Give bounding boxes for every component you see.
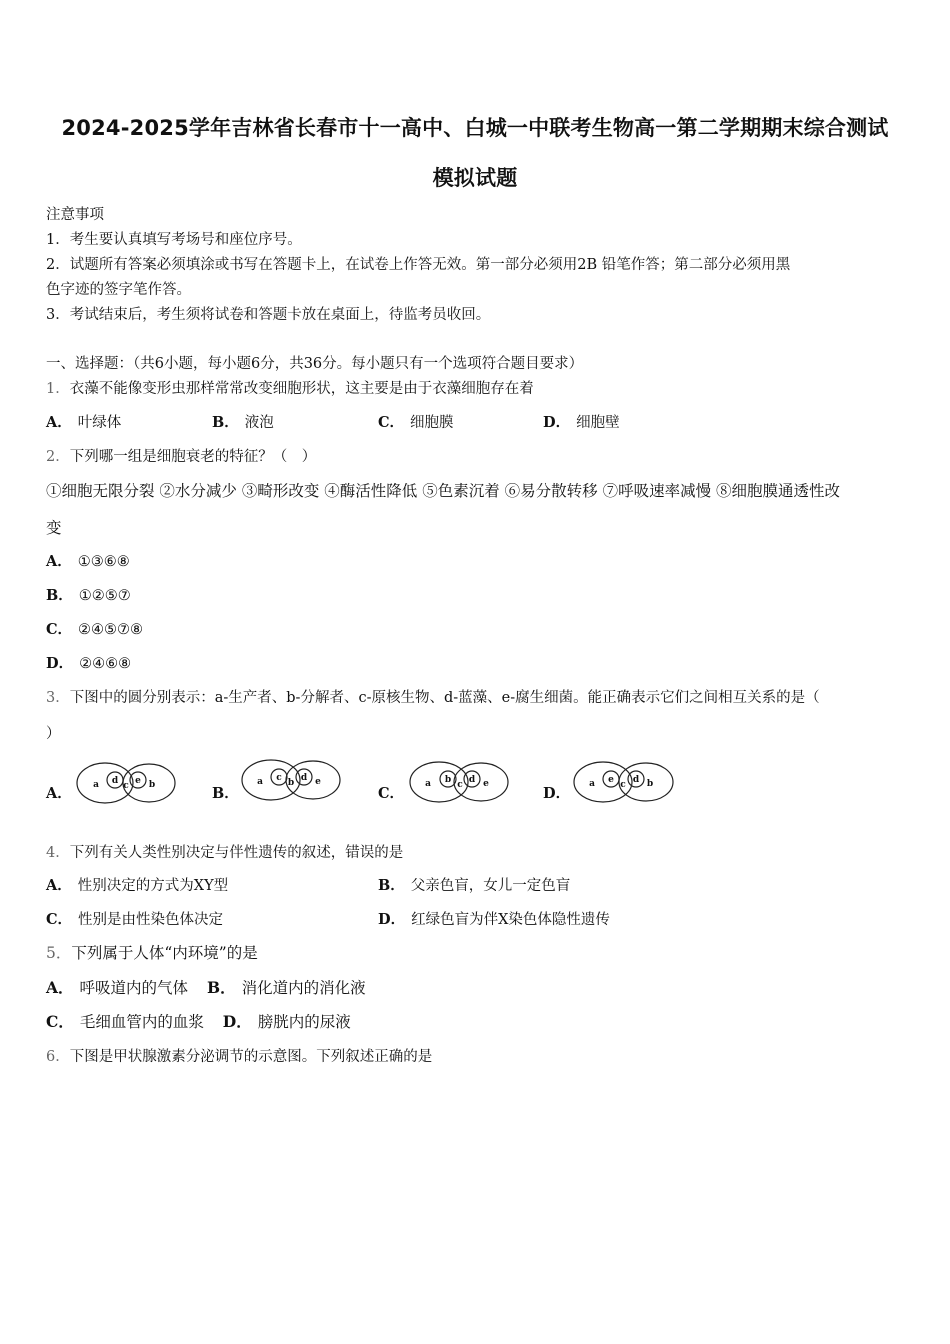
venn-label: e <box>608 775 614 785</box>
option-text: 父亲色盲，女儿一定色盲 <box>410 878 571 894</box>
question-4 <box>46 841 403 862</box>
option-label: C． <box>46 1012 74 1031</box>
option-label: D． <box>222 1012 252 1031</box>
question-number: 6． <box>46 1049 70 1065</box>
question-1 <box>46 377 534 398</box>
venn-label: a <box>93 780 99 790</box>
venn-label: c <box>123 781 129 791</box>
q5-options-row-2 <box>46 1010 351 1032</box>
venn-label: b <box>287 778 295 788</box>
option-label: C． <box>46 911 73 928</box>
question-text: 下列属于人体“内环境”的是 <box>71 944 258 962</box>
title-line-1: 2024-2025学年吉林省长春市十一高中、白城一中联考生物高一第二学期期末综合测试 <box>61 116 889 140</box>
option-label: B． <box>212 414 239 431</box>
question-number: 3． <box>46 690 70 706</box>
option-text: 性别是由性染色体决定 <box>78 912 224 928</box>
venn-label: e <box>315 777 321 787</box>
notice-item-2: 2．试题所有答案必须填涂或书写在答题卡上，在试卷上作答无效。第一部分必须用2B 铅笔作答；第二部分必须用黑 <box>46 257 791 273</box>
question-3-cont: ） <box>46 726 61 742</box>
section-heading: 一、选择题：（共6小题，每小题6分，共36分。每小题只有一个选项符合题目要求） <box>46 356 584 372</box>
q3-option-c-label: C． <box>378 785 405 802</box>
option-text: 呼吸道内的气体 <box>79 979 189 997</box>
option-text: 性别决定的方式为XY型 <box>77 878 229 894</box>
q4-option-c <box>46 908 223 929</box>
q5-options-row-1 <box>46 976 366 998</box>
venn-label: a <box>257 777 263 787</box>
option-label: C． <box>46 621 73 638</box>
notice-heading: 注意事项 <box>46 207 104 223</box>
option-text: 毛细血管内的血浆 <box>79 1013 204 1031</box>
venn-label: b <box>148 780 156 790</box>
q2-option-c <box>46 618 143 639</box>
venn-label: c <box>620 780 626 790</box>
venn-label: d <box>300 773 308 783</box>
question-text: 下列哪一组是细胞衰老的特征？（ ） <box>69 449 317 465</box>
q4-option-d <box>378 908 610 929</box>
notice-item-3: 3．考试结束后，考生须将试卷和答题卡放在桌面上，待监考员收回。 <box>46 307 491 323</box>
venn-label: e <box>483 779 489 789</box>
q2-option-a <box>46 550 130 571</box>
question-text: 衣藻不能像变形虫那样常常改变细胞形状，这主要是由于衣藻细胞存在着 <box>69 381 534 397</box>
venn-label: b <box>444 775 452 785</box>
question-5 <box>46 941 258 963</box>
venn-label: a <box>425 779 431 789</box>
venn-label: d <box>632 775 640 785</box>
q1-option-b <box>212 411 274 432</box>
q3-option-d-venn-diagram <box>570 757 676 807</box>
option-label: B． <box>206 978 236 997</box>
venn-label: a <box>589 779 595 789</box>
option-label: D． <box>46 655 74 672</box>
option-text: 膀胱内的尿液 <box>257 1013 351 1031</box>
venn-label: e <box>135 776 141 786</box>
notice-item-1: 1．考生要认真填写考场号和座位序号。 <box>46 232 302 248</box>
question-number: 5． <box>46 944 72 962</box>
option-text: 消化道内的消化液 <box>241 979 366 997</box>
question-number: 4． <box>46 845 70 861</box>
q2-features: ①细胞无限分裂 ②水分减少 ③畸形改变 ④酶活性降低 ⑤色素沉着 ⑥易分散转移 ⑦呼吸速率减慢 ⑧细胞膜通透性改 <box>46 482 840 500</box>
option-label: A． <box>46 414 72 431</box>
q3-option-d-label: D． <box>543 785 571 802</box>
q2-option-d <box>46 652 131 673</box>
question-number: 1． <box>46 381 70 397</box>
q1-option-d <box>543 411 620 432</box>
venn-label: c <box>457 780 463 790</box>
q4-option-b <box>378 874 570 895</box>
option-label: D． <box>378 911 406 928</box>
option-text: 液泡 <box>244 415 274 431</box>
question-3 <box>46 686 820 707</box>
question-text: 下图是甲状腺激素分泌调节的示意图。下列叙述正确的是 <box>69 1049 433 1065</box>
question-2 <box>46 445 316 466</box>
option-text: 细胞膜 <box>410 415 454 431</box>
venn-label: c <box>276 773 282 783</box>
option-text: ②④⑥⑧ <box>79 656 132 672</box>
option-label: B． <box>378 877 405 894</box>
q3-option-a-label: A． <box>46 785 72 802</box>
option-text: ②④⑤⑦⑧ <box>78 622 144 638</box>
question-number: 2． <box>46 449 70 465</box>
option-text: 红绿色盲为伴X染色体隐性遗传 <box>411 912 610 928</box>
question-text: 下列有关人类性别决定与伴性遗传的叙述，错误的是 <box>69 845 404 861</box>
option-label: A． <box>46 877 72 894</box>
question-text: 下图中的圆分别表示：a-生产者、b-分解者、c-原核生物、d-蓝藻、e-腐生细菌。能正确表示它们之间相互关系的是（ <box>69 690 820 706</box>
venn-label: d <box>468 775 476 785</box>
q3-option-b-venn-diagram <box>238 755 344 805</box>
option-text: 叶绿体 <box>77 415 122 431</box>
option-label: A． <box>46 553 72 570</box>
option-label: C． <box>378 414 405 431</box>
notice-item-2-cont: 色字迹的签字笔作答。 <box>46 282 191 298</box>
q2-features-cont: 变 <box>46 519 62 537</box>
question-6 <box>46 1045 432 1066</box>
q1-option-c <box>378 411 454 432</box>
q2-option-b <box>46 584 131 605</box>
option-text: ①②⑤⑦ <box>78 588 131 604</box>
q3-option-c-venn-diagram <box>406 757 512 807</box>
title-line-2: 模拟试题 <box>432 166 518 190</box>
q3-option-b-label: B． <box>212 785 239 802</box>
q4-option-a <box>46 874 228 895</box>
option-label: B． <box>46 587 73 604</box>
option-label: D． <box>543 414 571 431</box>
option-label: A． <box>46 978 74 997</box>
option-text: 细胞壁 <box>576 415 620 431</box>
option-text: ①③⑥⑧ <box>77 554 130 570</box>
q3-option-a-venn-diagram <box>74 758 178 808</box>
venn-label: b <box>646 779 654 789</box>
venn-label: d <box>111 776 119 786</box>
q1-option-a <box>46 411 121 432</box>
